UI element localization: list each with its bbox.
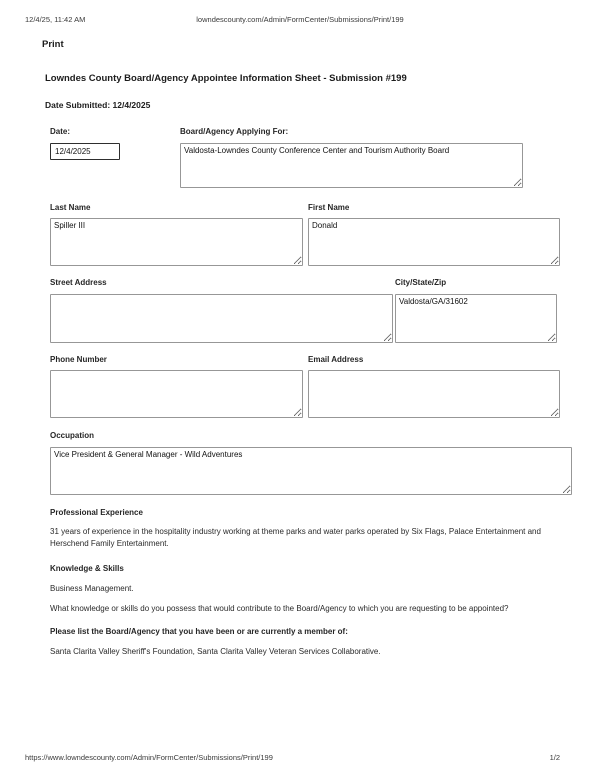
form-row-occupation <box>50 431 572 495</box>
phone-number-field-group <box>50 355 303 419</box>
appointee-form <box>50 127 572 495</box>
board-agency-textarea[interactable] <box>180 143 523 188</box>
city-state-zip-field-group <box>395 278 557 343</box>
street-address-field-group <box>50 278 393 343</box>
phone-number-textarea[interactable] <box>50 370 303 418</box>
print-header <box>0 0 600 25</box>
form-text-sections <box>50 508 572 658</box>
email-address-field-group <box>308 355 560 419</box>
professional-experience-heading: Professional Experience <box>50 507 143 517</box>
knowledge-skills-answer: Business Management. <box>50 584 134 594</box>
print-header-datetime: 12/4/25, 11:42 AM <box>25 15 86 24</box>
first-name-label: First Name <box>308 202 350 212</box>
phone-number-label: Phone Number <box>50 354 107 364</box>
occupation-field-group <box>50 431 572 495</box>
date-submitted-text: Date Submitted: 12/4/2025 <box>45 100 151 110</box>
knowledge-skills-heading: Knowledge & Skills <box>50 564 124 574</box>
last-name-textarea[interactable] <box>50 218 303 266</box>
date-field-group <box>50 127 180 160</box>
print-heading: Print <box>42 39 64 50</box>
print-footer-url: https://www.lowndescounty.com/Admin/FormCenter/Submissions/Print/199 <box>25 753 273 762</box>
print-header-url: lowndescounty.com/Admin/FormCenter/Submissions/Print/199 <box>196 15 404 24</box>
street-address-textarea[interactable] <box>50 294 393 343</box>
occupation-textarea[interactable] <box>50 447 572 495</box>
first-name-field-group <box>308 203 560 267</box>
page-title: Lowndes County Board/Agency Appointee Information Sheet - Submission #199 <box>45 73 407 84</box>
last-name-label: Last Name <box>50 202 91 212</box>
last-name-field-group <box>50 203 303 267</box>
knowledge-skills-question: What knowledge or skills do you possess that would contribute to the Board/Agency to which you are requesting to be appointed? <box>50 603 509 613</box>
form-row-date-board <box>50 127 572 188</box>
city-state-zip-textarea[interactable] <box>395 294 557 343</box>
date-input[interactable] <box>50 143 120 160</box>
professional-experience-text: 31 years of experience in the hospitality industry working at theme parks and water parks operated by Six Flags, Palace Entertainment and Herschend Family Entertainment. <box>50 526 541 548</box>
first-name-textarea[interactable] <box>308 218 560 266</box>
form-row-address <box>50 278 572 343</box>
occupation-label: Occupation <box>50 431 95 441</box>
board-agency-field-group <box>180 127 523 188</box>
street-address-label: Street Address <box>50 278 107 288</box>
date-label: Date: <box>50 127 71 136</box>
member-of-heading: Please list the Board/Agency that you have been or are currently a member of: <box>50 627 348 637</box>
city-state-zip-label: City/State/Zip <box>395 278 447 288</box>
board-agency-label: Board/Agency Applying For: <box>180 127 289 136</box>
form-row-contact <box>50 355 572 419</box>
form-row-name <box>50 203 572 267</box>
email-address-label: Email Address <box>308 354 364 364</box>
print-footer-page-number: 1/2 <box>549 753 560 762</box>
member-of-text: Santa Clarita Valley Sheriff's Foundation, Santa Clarita Valley Veteran Services Collaborative. <box>50 647 381 657</box>
email-address-textarea[interactable] <box>308 370 560 418</box>
